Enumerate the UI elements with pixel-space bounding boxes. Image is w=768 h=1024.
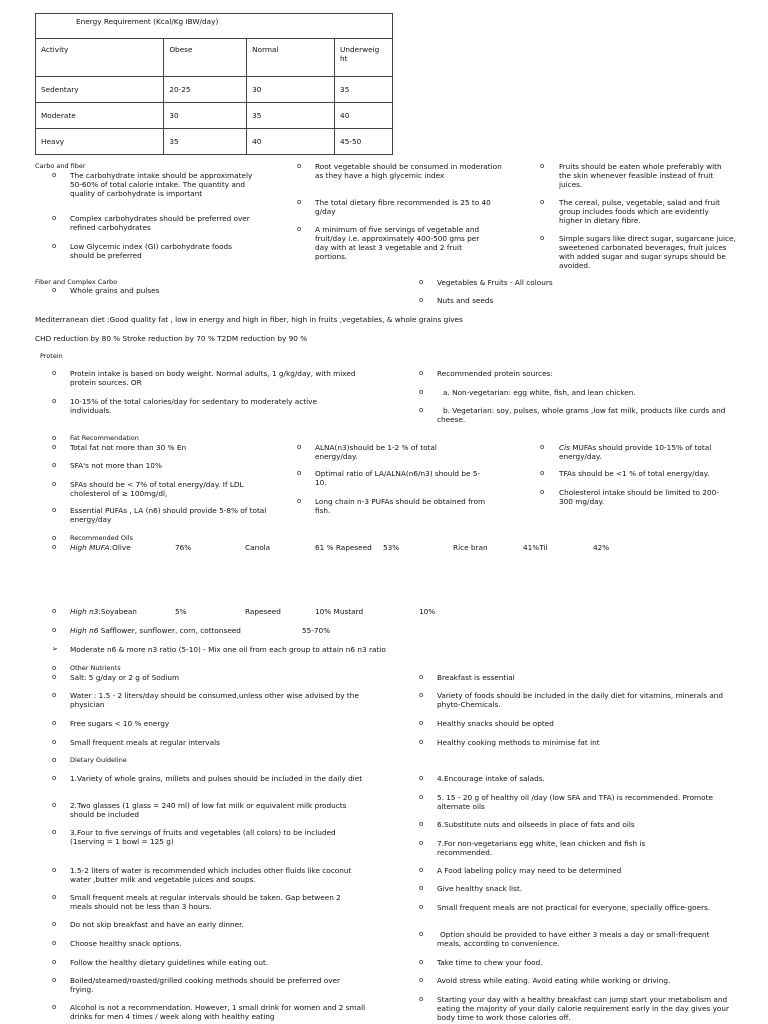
list-item: Salt: 5 g/day or 2 g of Sodium bbox=[70, 673, 180, 682]
oil-value: Rice bran bbox=[453, 543, 488, 552]
list-item: Take time to chew your food. bbox=[437, 958, 543, 967]
bullet-icon: o bbox=[540, 162, 545, 170]
bullet-icon: o bbox=[52, 443, 57, 451]
list-item: SFA's not more than 10% bbox=[70, 461, 162, 470]
bullet-icon: o bbox=[419, 719, 424, 727]
list-item: Nuts and seeds bbox=[437, 296, 494, 305]
oil-value: 5% bbox=[175, 607, 187, 616]
table-cell: 40 bbox=[247, 129, 335, 155]
oil-value: Safflower, sunflower, corn, cottonseed bbox=[100, 626, 241, 635]
list-item bbox=[559, 443, 739, 461]
list-item: Simple sugars like direct sugar, sugarcane juice, sweetened carbonated beverages, fruit juices with added sugar and sugar syrups should be avoided. bbox=[559, 234, 736, 270]
bullet-icon: o bbox=[419, 976, 424, 984]
bullet-icon: o bbox=[419, 958, 424, 966]
oil-value: 10% Mustard bbox=[315, 607, 364, 616]
oil-row-n3 bbox=[70, 607, 137, 616]
list-item: Recommended protein sources: bbox=[437, 369, 553, 378]
section-heading-protein: Protein bbox=[40, 352, 63, 360]
table-cell: 30 bbox=[247, 77, 335, 103]
bullet-icon: o bbox=[419, 691, 424, 699]
mediterranean-text: Mediterranean diet :Good quality fat , low in energy and high in fiber, high in fruits ,vegetables, & whole grains gives bbox=[35, 315, 463, 324]
table-cell: Moderate bbox=[36, 103, 164, 129]
list-item: 10-15% of the total calories/day for sedentary to moderately active individuals. bbox=[70, 397, 317, 415]
bullet-icon: o bbox=[419, 995, 424, 1003]
bullet-icon: o bbox=[297, 443, 302, 451]
bullet-icon: o bbox=[52, 242, 57, 250]
list-item: Starting your day with a healthy breakfast can jump start your metabolism and eating the majority of your daily calorie requirement early in the day gives your body time to work those calories off. bbox=[437, 995, 729, 1022]
bullet-icon: o bbox=[419, 673, 424, 681]
bullet-icon: o bbox=[419, 388, 424, 396]
table-cell: 45-50 bbox=[335, 129, 393, 155]
list-item: 4.Encourage intake of salads. bbox=[437, 774, 545, 783]
list-item: Protein intake is based on body weight. Normal adults, 1 g/kg/day, with mixed protein sources. OR bbox=[70, 369, 356, 387]
bullet-icon: o bbox=[52, 434, 57, 442]
bullet-icon: o bbox=[419, 820, 424, 828]
table-cell: 35 bbox=[335, 77, 393, 103]
list-item: Option should be provided to have either 3 meals a day or small-frequent meals, according to convenience. bbox=[437, 930, 710, 948]
bullet-icon: o bbox=[52, 958, 57, 966]
list-item: Whole grains and pulses bbox=[70, 286, 160, 295]
list-item: Give healthy snack list. bbox=[437, 884, 523, 893]
section-heading-fat: Fat Recommendation bbox=[70, 434, 139, 442]
list-item: A Food labeling policy may need to be determined bbox=[437, 866, 622, 875]
table-header: Normal bbox=[247, 39, 335, 77]
bullet-icon: o bbox=[419, 793, 424, 801]
list-item: Variety of foods should be included in the daily diet for vitamins, minerals and phyto-Chemicals. bbox=[437, 691, 724, 709]
list-item: Cholesterol intake should be limited to 200-300 mg/day. bbox=[559, 488, 719, 506]
list-item: Choose healthy snack options. bbox=[70, 939, 182, 948]
bullet-icon: o bbox=[419, 278, 424, 286]
list-item: A minimum of five servings of vegetable and fruit/day i.e. approximately 400-500 gms per day with at least 3 vegetable and 2 fruit portions. bbox=[315, 225, 480, 261]
list-item: Essential PUFAs , LA (n6) should provide 5-8% of total energy/day bbox=[70, 506, 267, 524]
oil-label: High n6 bbox=[70, 626, 99, 635]
list-item: Water : 1.5 - 2 liters/day should be consumed,unless other wise advised by the physician bbox=[70, 691, 359, 709]
list-item: Low Glycemic index (GI) carbohydrate foods should be preferred bbox=[70, 242, 232, 260]
oil-value: 41%Til bbox=[523, 543, 548, 552]
list-item: Long chain n-3 PUFAs should be obtained from fish. bbox=[315, 497, 486, 515]
oil-label: High MUFA: bbox=[70, 543, 113, 552]
bullet-icon: o bbox=[419, 296, 424, 304]
chd-text: CHD reduction by 80 % Stroke reduction by 70 % T2DM reduction by 90 % bbox=[35, 334, 308, 343]
list-item: The carbohydrate intake should be approximately 50-60% of total calorie intake. The quantity and quality of carbohydrate is important bbox=[70, 171, 253, 198]
list-item: Healthy cooking methods to minimise fat int bbox=[437, 738, 600, 747]
bullet-icon: o bbox=[52, 756, 57, 764]
bullet-icon: o bbox=[419, 406, 424, 414]
table-cell: 40 bbox=[335, 103, 393, 129]
bullet-icon: o bbox=[52, 506, 57, 514]
list-item: Do not skip breakfast and have an early dinner. bbox=[70, 920, 244, 929]
bullet-icon: o bbox=[540, 488, 545, 496]
list-item: Small frequent meals at regular intervals should be taken. Gap between 2 meals should not be less than 3 hours. bbox=[70, 893, 341, 911]
section-heading-oils: Recommended Oils bbox=[70, 534, 133, 542]
bullet-icon: o bbox=[419, 738, 424, 746]
table-cell: Sedentary bbox=[36, 77, 164, 103]
table-row bbox=[36, 129, 393, 155]
table-header: Obese bbox=[164, 39, 247, 77]
list-item: The cereal, pulse, vegetable, salad and fruit group includes foods which are evidently higher in dietary fibre. bbox=[559, 198, 720, 225]
list-item: Avoid stress while eating. Avoid eating while working or driving. bbox=[437, 976, 671, 985]
bullet-icon: o bbox=[52, 920, 57, 928]
list-item: 3.Four to five servings of fruits and vegetables (all colors) to be included (1serving = 1 bowl = 125 g) bbox=[70, 828, 336, 846]
bullet-icon: o bbox=[52, 626, 57, 634]
list-item: 7.For non-vegetarians egg white, lean chicken and fish is recommended. bbox=[437, 839, 646, 857]
table-cell: 35 bbox=[164, 129, 247, 155]
bullet-icon: o bbox=[419, 369, 424, 377]
bullet-icon: o bbox=[52, 828, 57, 836]
oil-row-n6 bbox=[70, 626, 241, 635]
list-item: Follow the healthy dietary guidelines while eating out. bbox=[70, 958, 269, 967]
section-heading-guideline: Dietary Guideline bbox=[70, 756, 127, 764]
bullet-icon: o bbox=[540, 198, 545, 206]
bullet-icon: o bbox=[297, 162, 302, 170]
list-item: Vegetables & Fruits - All colours bbox=[437, 278, 553, 287]
section-heading-other: Other Nutrients bbox=[70, 664, 121, 672]
bullet-icon: o bbox=[419, 884, 424, 892]
table-header-row bbox=[36, 39, 393, 77]
bullet-icon: o bbox=[419, 930, 424, 938]
list-item: 6.Substitute nuts and oilseeds in place of fats and oils bbox=[437, 820, 635, 829]
bullet-icon: o bbox=[52, 801, 57, 809]
bullet-icon: o bbox=[52, 691, 57, 699]
bullet-icon: o bbox=[52, 774, 57, 782]
bullet-icon: o bbox=[52, 480, 57, 488]
table-title: Energy Requirement (Kcal/Kg IBW/day) bbox=[36, 14, 393, 39]
arrow-icon: ➢ bbox=[52, 645, 58, 653]
oil-value: 55-70% bbox=[302, 626, 331, 635]
list-item: Healthy snacks should be opted bbox=[437, 719, 554, 728]
list-item: Breakfast is essential bbox=[437, 673, 515, 682]
table-row bbox=[36, 77, 393, 103]
oil-value: Soyabean bbox=[100, 607, 137, 616]
list-item: a. Non-vegetarian: egg white, fish, and lean chicken. bbox=[443, 388, 636, 397]
bullet-icon: o bbox=[419, 774, 424, 782]
bullet-icon: o bbox=[297, 198, 302, 206]
list-item-text: MUFAs should provide 10-15% of total energy/day. bbox=[559, 443, 712, 461]
bullet-icon: o bbox=[52, 939, 57, 947]
oil-value: 61 % Rapeseed bbox=[315, 543, 372, 552]
list-item: Root vegetable should be consumed in moderation as they have a high glycemic index bbox=[315, 162, 502, 180]
list-item: Fruits should be eaten whole preferably with the skin whenever feasible instead of fruit juices. bbox=[559, 162, 722, 189]
bullet-icon: o bbox=[419, 903, 424, 911]
list-item: Complex carbohydrates should be preferred over refined carbohydrates bbox=[70, 214, 250, 232]
bullet-icon: o bbox=[52, 664, 57, 672]
oil-value: 10% bbox=[419, 607, 436, 616]
bullet-icon: o bbox=[540, 443, 545, 451]
table-row bbox=[36, 103, 393, 129]
table-cell: Heavy bbox=[36, 129, 164, 155]
table-cell: 35 bbox=[247, 103, 335, 129]
oil-value: Rapeseed bbox=[245, 607, 281, 616]
list-item: SFAs should be < 7% of total energy/day. If LDL cholesterol of ≥ 100mg/dl, bbox=[70, 480, 244, 498]
bullet-icon: o bbox=[52, 719, 57, 727]
oil-value: Olive bbox=[112, 543, 131, 552]
list-item: 5. 15 - 20 g of healthy oil /day (low SFA and TFA) is recommended. Promote alternate oils bbox=[437, 793, 713, 811]
table-cell: 20-25 bbox=[164, 77, 247, 103]
section-heading-carbo: Carbo and fiber bbox=[35, 162, 86, 170]
bullet-icon: o bbox=[540, 234, 545, 242]
bullet-icon: o bbox=[540, 469, 545, 477]
list-item: Small frequent meals are not practical for everyone, specially office-goers. bbox=[437, 903, 711, 912]
bullet-icon: o bbox=[52, 461, 57, 469]
list-item: Total fat not more than 30 % En bbox=[70, 443, 187, 452]
cis-prefix: Cis bbox=[559, 443, 570, 452]
oil-value: Canola bbox=[245, 543, 271, 552]
list-item: Small frequent meals at regular intervals bbox=[70, 738, 220, 747]
bullet-icon: o bbox=[52, 1003, 57, 1011]
bullet-icon: o bbox=[297, 469, 302, 477]
oil-value: 42% bbox=[593, 543, 610, 552]
list-item: Alcohol is not a recommendation. However, 1 small drink for women and 2 small drinks for men 4 times / week along with healthy eating bbox=[70, 1003, 366, 1021]
energy-requirement-table bbox=[35, 13, 393, 155]
bullet-icon: o bbox=[52, 171, 57, 179]
bullet-icon: o bbox=[52, 607, 57, 615]
bullet-icon: o bbox=[52, 397, 57, 405]
list-item: 1.Variety of whole grains, millets and pulses should be included in the daily diet bbox=[70, 774, 363, 783]
list-item: ALNA(n3)should be 1-2 % of total energy/day. bbox=[315, 443, 437, 461]
table-header: Activity bbox=[36, 39, 164, 77]
list-item: b. Vegetarian: soy, pulses, whole grams ,low fat milk, products like curds and cheese. bbox=[437, 406, 726, 424]
bullet-icon: o bbox=[419, 866, 424, 874]
list-item: TFAs should be <1 % of total energy/day. bbox=[559, 469, 710, 478]
list-item: 1.5-2 liters of water is recommended which includes other fluids like coconut water ,butter milk and vegetable juices and soups. bbox=[70, 866, 352, 884]
bullet-icon: o bbox=[52, 976, 57, 984]
bullet-icon: o bbox=[52, 893, 57, 901]
oil-row-mufa bbox=[70, 543, 131, 552]
bullet-icon: o bbox=[419, 839, 424, 847]
oil-ratio-text: Moderate n6 & more n3 ratio (5-10) - Mix one oil from each group to attain n6 n3 ratio bbox=[70, 645, 386, 654]
list-item: The total dietary fibre recommended is 25 to 40 g/day bbox=[315, 198, 491, 216]
list-item: Free sugars < 10 % energy bbox=[70, 719, 170, 728]
bullet-icon: o bbox=[52, 543, 57, 551]
list-item: 2.Two glasses (1 glass = 240 ml) of low fat milk or equivalent milk products should be included bbox=[70, 801, 347, 819]
list-item: Optimal ratio of LA/ALNA(n6/n3) should be 5-10. bbox=[315, 469, 481, 487]
oil-label: High n3: bbox=[70, 607, 101, 616]
bullet-icon: o bbox=[52, 286, 57, 294]
section-heading-fiber: Fiber and Complex Carbo bbox=[35, 278, 118, 286]
list-item: Boiled/steamed/roasted/grilled cooking methods should be preferred over frying. bbox=[70, 976, 341, 994]
bullet-icon: o bbox=[52, 534, 57, 542]
bullet-icon: o bbox=[52, 214, 57, 222]
bullet-icon: o bbox=[297, 497, 302, 505]
bullet-icon: o bbox=[52, 673, 57, 681]
table-header: Underweig ht bbox=[335, 39, 393, 77]
bullet-icon: o bbox=[297, 225, 302, 233]
table-cell: 30 bbox=[164, 103, 247, 129]
bullet-icon: o bbox=[52, 866, 57, 874]
oil-value: 53% bbox=[383, 543, 400, 552]
oil-value: 76% bbox=[175, 543, 192, 552]
bullet-icon: o bbox=[52, 369, 57, 377]
bullet-icon: o bbox=[52, 738, 57, 746]
